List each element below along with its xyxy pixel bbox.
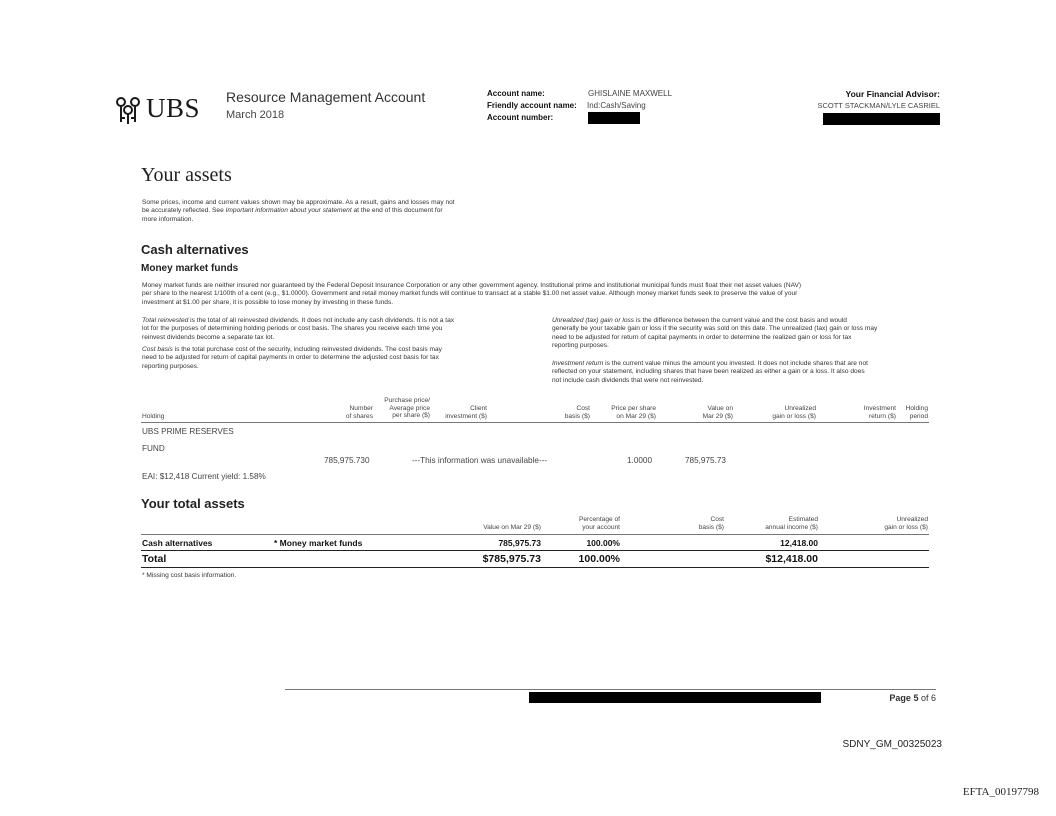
definition-unrealized <box>552 317 944 351</box>
def-cb-line-1 <box>142 346 532 354</box>
account-number-label: Account number: <box>487 113 554 122</box>
total-pct: 100.00% <box>578 553 620 565</box>
holding-value: 785,975.73 <box>685 456 726 465</box>
page-number <box>889 693 936 703</box>
col-cost-basis <box>565 405 590 420</box>
col-value-line-1: Value on <box>707 405 733 412</box>
def-tr-line-1 <box>142 317 532 325</box>
def-cb-line-3: reporting purposes. <box>142 362 199 370</box>
redaction-advisor <box>823 113 940 125</box>
footnote-cost-basis: * Missing cost basis information. <box>142 572 237 579</box>
holding-name-line-1: UBS PRIME RESERVES <box>142 427 234 436</box>
tot-col-pct-line-2: your account <box>582 523 620 531</box>
intro-text <box>142 199 522 224</box>
holding-name-line-2: FUND <box>142 444 165 453</box>
total-value: $785,975.73 <box>482 553 541 565</box>
page-num: 5 <box>913 693 919 703</box>
mmf-line-3: investment at $1.00 per share, it is possible to lose money by investing in these funds. <box>142 298 394 306</box>
tot-col-unreal-line-1: Unrealized <box>896 516 928 523</box>
keys-icon <box>112 94 144 126</box>
col-return-line-2: return ($) <box>868 412 896 420</box>
col-investment-return <box>864 405 896 420</box>
col-holding-period <box>906 405 928 420</box>
definition-total-reinvested <box>142 317 532 342</box>
def-tr-line-2: lot for the purposes of determining holding periods or cost basis. The shares you receive each time you <box>142 325 443 333</box>
tot-row-label: Cash alternatives <box>142 538 213 548</box>
mmf-line-2: per share to the nearest 1/100th of a cent (e.g., $1.0000). Government and retail money market funds will continue to transact at a stable $1.00 net asset value. Although money market funds seek to preserve the value of your <box>142 290 798 298</box>
statement-period: March 2018 <box>226 109 285 121</box>
section-total-assets: Your total assets <box>141 496 245 511</box>
tot-col-income <box>765 516 818 531</box>
product-title: Resource Management Account <box>226 89 426 105</box>
footer-rule <box>285 689 936 690</box>
def-cb-line-2: need to be adjusted for return of capital payments in order to determine the adjusted cost basis for tax <box>142 354 439 362</box>
col-cost-line-1: Cost <box>576 405 590 412</box>
def-ir-line-3: not include cash dividends that were not reinvested. <box>552 376 704 384</box>
col-pps-line-2: on Mar 29 ($) <box>616 412 656 420</box>
tot-col-income-line-1: Estimated <box>788 516 818 523</box>
friendly-name-value: Ind:Cash/Saving <box>587 101 646 110</box>
tot-row-rule <box>141 550 929 551</box>
col-client-line-2: investment ($) <box>445 412 487 420</box>
table-header-rule <box>141 422 929 423</box>
tot-col-cost-line-1: Cost <box>710 516 724 523</box>
def-ir-text: is the current value minus the amount you invested. It does not include shares that are not <box>603 360 868 367</box>
page-word: Page <box>889 693 911 703</box>
tot-row-value: 785,975.73 <box>498 538 541 548</box>
account-name-label: Account name: <box>487 89 545 98</box>
def-tr-text: is the total of all reinvested dividends. It does not include any cash dividends. It is not a tax <box>188 317 455 324</box>
holding-shares: 785,975.730 <box>324 456 370 465</box>
section-money-market-funds: Money market funds <box>141 263 239 274</box>
col-value-line-2: Mar 29 ($) <box>702 412 733 420</box>
col-period-line-1: Holding <box>905 405 928 412</box>
bates-number: SDNY_GM_00325023 <box>842 739 942 750</box>
page-of: of 6 <box>920 693 936 703</box>
redaction-account-number <box>588 112 640 124</box>
mmf-line-1: Money market funds are neither insured nor guaranteed by the Federal Deposit Insurance Corporation or any other government agency. Institutional prime and institutional municipal funds must float their net asset values (NAV) <box>142 282 802 289</box>
tot-col-percentage <box>579 516 620 531</box>
def-un-line-3: need to be adjusted for return of capital payments in order to determine the realized gain or loss for tax <box>552 333 852 341</box>
tot-row-sub: * Money market funds <box>274 538 363 548</box>
total-income: $12,418.00 <box>765 553 818 565</box>
def-tr-line-3: reinvest dividends become a separate tax lot. <box>142 333 275 341</box>
intro-line-3: more information. <box>142 215 194 223</box>
page-title: Your assets <box>141 164 232 186</box>
tot-col-pct-line-1: Percentage of <box>578 516 620 523</box>
holding-eai: EAI: $12,418 Current yield: 1.58% <box>142 472 266 481</box>
col-unrealized <box>772 405 816 420</box>
def-tr-term: Total reinvested <box>142 317 189 324</box>
intro-line-2-italic: Important information about your statement <box>225 207 352 215</box>
intro-line-2 <box>142 207 522 215</box>
ubs-logo <box>112 94 144 126</box>
col-return-line-1: Investment <box>863 405 896 412</box>
definition-investment-return <box>552 360 944 385</box>
tot-col-cost-basis <box>699 516 724 531</box>
intro-line-1: Some prices, income and current values shown may be approximate. As a result, gains and losses may not <box>142 199 455 206</box>
def-un-line-1 <box>552 317 944 325</box>
col-unreal-line-1: Unrealized <box>784 405 816 412</box>
tot-col-unrealized <box>884 516 928 531</box>
mmf-paragraph <box>142 282 942 307</box>
def-un-term: Unrealized (tax) gain or loss <box>552 317 635 324</box>
tot-row-pct: 100.00% <box>586 538 620 548</box>
col-value-on <box>703 405 733 420</box>
def-un-line-4: reporting purposes. <box>552 342 609 350</box>
intro-line-2a: be accurately reflected. See <box>142 207 226 215</box>
col-cost-line-2: basis ($) <box>564 412 590 420</box>
tot-col-income-line-2: annual income ($) <box>765 523 818 531</box>
holding-price-per-share: 1.0000 <box>627 456 653 465</box>
tot-row-income: 12,418.00 <box>780 538 818 548</box>
col-price-per-share <box>611 405 656 420</box>
def-cb-term: Cost basis <box>142 346 173 353</box>
ubs-logo-text: UBS <box>146 93 201 123</box>
tot-col-unreal-line-2: gain or loss ($) <box>884 523 928 531</box>
total-label: Total <box>142 553 167 565</box>
col-holding: Holding <box>142 413 165 420</box>
col-price-line-2: Average price <box>389 404 430 412</box>
definition-cost-basis <box>142 346 532 371</box>
col-period-line-2: period <box>909 412 928 420</box>
tot-col-cost-line-2: basis ($) <box>698 523 724 531</box>
tot-header-rule <box>141 534 929 535</box>
intro-line-2b: at the end of this document for <box>351 207 443 215</box>
section-cash-alternatives: Cash alternatives <box>141 242 249 257</box>
advisor-label: Your Financial Advisor: <box>845 89 940 99</box>
account-name-value: GHISLAINE MAXWELL <box>588 89 673 98</box>
holding-unavailable-note: ---This information was unavailable--- <box>412 456 548 465</box>
def-ir-line-1 <box>552 360 944 368</box>
col-number-of-shares <box>346 405 373 420</box>
total-rule <box>141 567 929 568</box>
col-client-line-1: Client <box>470 405 487 412</box>
def-ir-line-2: reflected on your statement, including shares that have been realized as either a gain or a loss. It also does <box>552 368 865 376</box>
col-price-line-3: per share ($) <box>392 412 430 420</box>
tot-col-value: Value on Mar 29 ($) <box>483 524 541 531</box>
col-shares-line-1: Number <box>349 405 373 412</box>
friendly-name-label: Friendly account name: <box>487 101 577 110</box>
col-client-investment <box>445 405 487 420</box>
def-un-text: is the difference between the current value and the cost basis and would <box>634 317 847 324</box>
col-unreal-line-2: gain or loss ($) <box>772 412 816 420</box>
efta-number: EFTA_00197798 <box>962 786 1039 798</box>
def-cb-text: is the total purchase cost of the security, including reinvested dividends. The cost basis may <box>172 346 442 353</box>
def-ir-term: Investment return <box>552 360 604 367</box>
col-price-line-1: Purchase price/ <box>384 397 430 404</box>
col-purchase-price <box>384 397 430 420</box>
col-pps-line-1: Price per share <box>611 405 656 412</box>
def-un-line-2: generally be your taxable gain or loss if the security was sold on this date. The unrealized (tax) gain or loss may <box>552 325 878 333</box>
redaction-footer <box>529 692 821 703</box>
col-shares-line-2: of shares <box>345 412 373 420</box>
advisor-name: SCOTT STACKMAN/LYLE CASRIEL <box>817 101 940 110</box>
